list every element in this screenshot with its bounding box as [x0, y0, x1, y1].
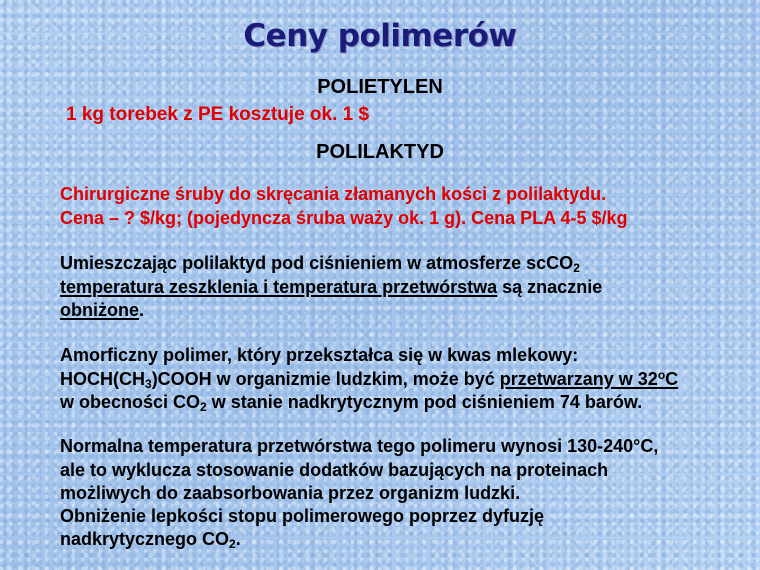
para3-line-3: możliwych do zaabsorbowania przez organizm ludzki.: [60, 483, 521, 503]
heading-polilaktyd: POLILAKTYD: [316, 141, 444, 163]
para2-line-3-subscript: 2: [200, 400, 207, 414]
para2-line-2: [60, 369, 678, 390]
para1-line-1: [60, 253, 580, 274]
para2-line-2-text: )COOH w organizmie ludzkim, może być: [151, 369, 500, 389]
para1-line-3-rest: .: [139, 300, 145, 320]
para2-underlined-a: przetwarzany w 32: [499, 369, 658, 389]
polilaktyd-red-line-2: Cena – ? $/kg; (pojedyncza śruba waży ok. 1 g). Cena PLA 4-5 $/kg: [60, 208, 628, 228]
para2-line-3-b: w stanie nadkrytycznym pod ciśnieniem 74 barów.: [206, 392, 643, 412]
polietylen-price-line: 1 kg torebek z PE kosztuje ok. 1 $: [66, 104, 370, 125]
para1-line-2: [60, 277, 602, 298]
para3-line-5: [60, 529, 241, 550]
para1-underlined-phrase: temperatura zeszklenia i temperatura przetwórstwa: [60, 277, 498, 297]
para3-line-5-subscript: 2: [229, 537, 236, 551]
para3-line-5-a: nadkrytycznego CO: [60, 529, 230, 549]
para1-underlined-word: obniżone: [60, 300, 139, 320]
para3-line-1: Normalna temperatura przetwórstwa tego polimeru wynosi 130-240°C,: [60, 436, 659, 456]
heading-polietylen: POLIETYLEN: [317, 76, 443, 98]
para1-line-2-rest: są znacznie: [497, 277, 603, 297]
para3-line-4: Obniżenie lepkości stopu polimerowego poprzez dyfuzję: [60, 506, 545, 526]
para2-line-3: [60, 392, 642, 413]
page-title: Ceny polimerów: [243, 18, 517, 54]
para2-formula-subscript: 3: [145, 377, 152, 391]
para2-line-1: Amorficzny polimer, który przekształca się w kwas mlekowy:: [60, 345, 579, 365]
para1-line-1-text: Umieszczając polilaktyd pod ciśnieniem w atmosferze scCO: [60, 253, 574, 273]
para2-line-3-a: w obecności CO: [60, 392, 201, 412]
para2-degree-sup: o: [657, 368, 666, 382]
para2-underlined-phrase: [500, 369, 678, 389]
para3-line-2: ale to wyklucza stosowanie dodatków bazujących na proteinach: [60, 460, 609, 480]
para2-formula-a: HOCH(CH: [60, 369, 145, 389]
polilaktyd-red-line-1: Chirurgiczne śruby do skręcania złamanych kości z polilaktydu.: [60, 184, 607, 204]
para1-line-1-subscript: 2: [573, 261, 580, 275]
para3-line-5-b: .: [235, 529, 241, 549]
para2-underlined-b: C: [665, 369, 679, 389]
para1-line-3: [60, 300, 144, 321]
